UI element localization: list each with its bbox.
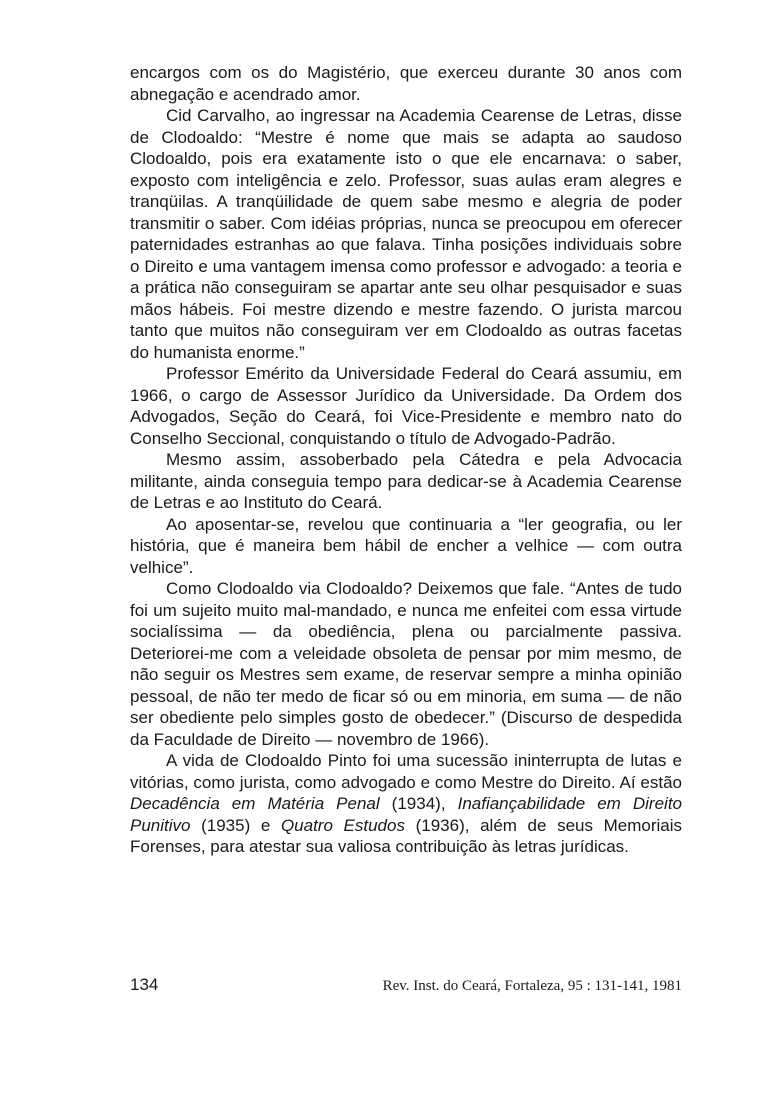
paragraph-clodoaldo-speech: Como Clodoaldo via Clodoaldo? Deixemos que fale. “Antes de tudo foi um sujeito muito mal-mandado, e nunca me enfeitei com essa virtude socialíssima — da obediência, plena ou parcialmente passiva. Deteriorei-me com a veleidade obsoleta de pensar por mim mesmo, de não seguir os Mestres sem exame, de reservar sempre a minha opinião pessoal, de não ter medo de ficar só ou em minoria, em suma — de não ser obediente pelo simples gosto de obedecer.” (Discurso de despedida da Faculdade de Direito — novembro de 1966). xyxy=(130,579,682,749)
paragraph-encargos: encargos com os do Magistério, que exerceu durante 30 anos com abnegação e acendrado amor. xyxy=(130,63,682,104)
paragraph-cid-carvalho-quote: Cid Carvalho, ao ingressar na Academia Cearense de Letras, disse de Clodoaldo: “Mestre é nome que mais se adapta ao saudoso Clodoaldo, pois era exatamente isto o que ele encarnava: o saber, exposto com inteligência e zelo. Professor, suas aulas eram alegres e tranqüilas. A tranqüilidade de quem sabe mesmo e alegria de poder transmitir o saber. Com idéias próprias, nunca se preocupou em oferecer paternidades estranhas ao que falava. Tinha posições individuais sobre o Direito e uma vantagem imensa como professor e advogado: a teoria e a prática não conseguiram se apartar ante seu olhar pesquisador e suas mãos hábeis. Foi mestre dizendo e mestre fazendo. O jurista marcou tanto que muitos não conseguiram ver em Clodoaldo as outras facetas do humanista enorme.” xyxy=(130,106,682,362)
journal-citation: Rev. Inst. do Ceará, Fortaleza, 95 : 131-141, 1981 xyxy=(382,978,682,994)
paragraph-aposentar: Ao aposentar-se, revelou que continuaria a “ler geografia, ou ler história, que é maneira bem hábil de encher a velhice — com outra velhice”. xyxy=(130,514,682,577)
page-number: 134 xyxy=(130,975,159,994)
work-title-decadencia: Decadência em Matéria Penal xyxy=(130,794,380,813)
works-text-1: A vida de Clodoaldo Pinto foi uma sucessão ininterrupta de lutas e vitórias, como jurista, como advogado e como Mestre do Direito. Aí estão xyxy=(130,751,682,792)
paragraph-works xyxy=(130,750,682,858)
works-text-4: (1936), além de seus Memoriais Forenses, para atestar sua valiosa contribuição às letras jurídicas. xyxy=(130,815,683,856)
works-text-2: (1934), xyxy=(379,794,458,813)
page-footer xyxy=(130,975,682,995)
works-text-3: (1935) e xyxy=(190,815,281,835)
work-title-quatro-estudos: Quatro Estudos xyxy=(280,815,405,835)
article-body xyxy=(130,62,682,858)
paragraph-mesmo-assim: Mesmo assim, assoberbado pela Cátedra e pela Advocacia militante, ainda conseguia tempo para dedicar-se à Academia Cearense de Letras e ao Instituto do Ceará. xyxy=(130,450,682,512)
work-title-inafiancabilidade: Inafiançabilidade em Direito Punitivo xyxy=(130,794,682,835)
paragraph-professor-emerito: Professor Emérito da Universidade Federal do Ceará assumiu, em 1966, o cargo de Assessor Jurídico da Universidade. Da Ordem dos Advogados, Seção do Ceará, foi Vice-Presidente e membro nato do Conselho Seccional, conquistando o título de Advogado-Padrão. xyxy=(130,364,682,448)
